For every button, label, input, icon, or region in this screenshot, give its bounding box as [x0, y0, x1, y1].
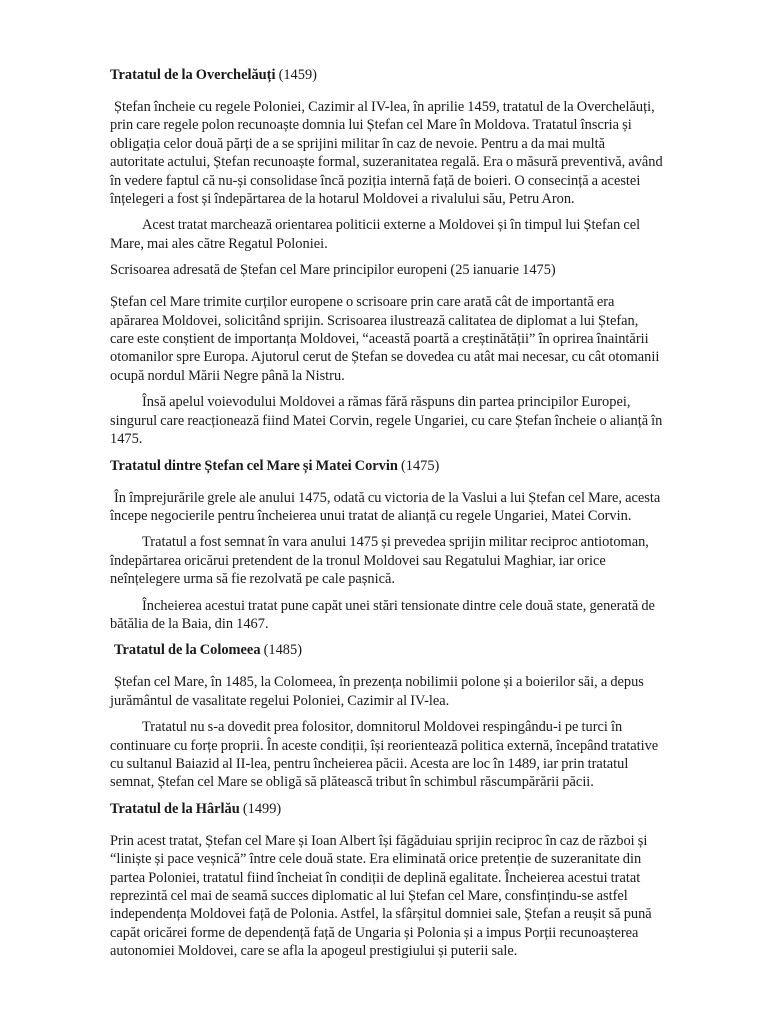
paragraph: [110, 98, 710, 208]
text-line: autonomiei Moldovei, care se afla la apogeul prestigiului și puterii sale.: [110, 943, 518, 960]
text-line: partea Poloniei, tratatul fiind încheiat în condiții de deplină egalitate. Încheierea acestui tratat: [110, 869, 641, 886]
text-line: Ștefan cel Mare trimite curților europene o scrisoare prin care arată cât de importantă era: [110, 294, 615, 311]
text-line: independența Moldovei față de Polonia. Astfel, la sfârșitul domniei sale, Ștefan a reușit să pună: [110, 906, 652, 923]
text-line: bătălia de la Baia, din 1467.: [110, 615, 269, 632]
section-title-year: (1499): [242, 800, 282, 817]
text-line: ocupă nordul Mării Negre până la Nistru.: [110, 367, 345, 384]
text-line: Însă apelul voievodului Moldovei a rămas fără răspuns din partea principilor Europei,: [142, 394, 631, 411]
text-line: În împrejurările grele ale anului 1475, odată cu victoria de la Vaslui a lui Ștefan cel Mare, acesta: [114, 489, 661, 506]
text-line: Ștefan cel Mare, în 1485, la Colomeea, în prezența nobilimii polone și a boierilor săi, a depus: [114, 674, 644, 691]
text-line: care este conștient de importanța Moldovei, “această poartă a creștinătății” în oprirea înaintării: [110, 331, 649, 348]
text-line: Prin acest tratat, Ștefan cel Mare și Ioan Albert își făgăduiau sprijin reciproc în caz de război și: [110, 832, 648, 849]
text-line: Ștefan încheie cu regele Poloniei, Cazimir al IV-lea, în aprilie 1459, tratatul de la Overchelăuți,: [114, 99, 655, 115]
text-line: otomanilor spre Europa. Ajutorul cerut de Ștefan se dovedea cu atât mai necesar, cu cât otomanii: [110, 349, 660, 366]
text-line: Încheierea acestui tratat pune capăt unei stări tensionate dintre cele două state, generată de: [142, 597, 655, 614]
section-title-bold: Tratatul de la Hârlău: [110, 800, 240, 817]
section-title-scrisoarea: [110, 261, 710, 280]
paragraph: [110, 832, 710, 961]
text-line: obligația celor două părți de a se sprijini militar în caz de nevoie. Pentru a da mai multă: [110, 135, 606, 152]
text-line: prin care regele polon recunoaște domnia lui Ștefan cel Mare în Moldova. Tratatul înscria și: [110, 117, 632, 134]
section-title-corvin: [110, 457, 710, 476]
text-line: apărarea Moldovei, solicitând sprijin. Scrisoarea ilustrează calitatea de diplomat a lui Ștefan,: [110, 312, 639, 329]
section-title-text: Scrisoarea adresată de Ștefan cel Mare principilor europeni (25 ianuarie 1475): [110, 262, 556, 279]
paragraph: [110, 718, 710, 792]
text-line: “liniște și pace veșnică” între cele două state. Era eliminată orice pretenție de suzeranitate din: [110, 851, 642, 868]
text-line: neînțelegere urma să fie rezolvată pe cale pașnică.: [110, 571, 395, 588]
text-line: autoritate actului, Ștefan recunoaște formal, suzeranitatea regală. Era o măsură preventivă, având: [110, 154, 663, 171]
section-title-harlau: [110, 800, 710, 819]
paragraph: [110, 533, 710, 588]
text-line: începe negocierile pentru încheierea unui tratat de alianță cu regele Ungariei, Matei Corvin.: [110, 507, 632, 524]
text-line: semnat, Ștefan cel Mare se obligă să plătească tribut în schimbul răscumpărării păcii.: [110, 774, 594, 791]
paragraph: [110, 293, 710, 385]
section-title-colomeea: [110, 641, 710, 660]
text-line: Tratatul a fost semnat în vara anului 1475 și prevedea sprijin militar reciproc antiotoman,: [142, 534, 649, 551]
text-line: în vedere faptul că nu-și consolidase încă poziția internă față de boieri. O consecință a acestei: [110, 172, 641, 189]
paragraph: [110, 216, 710, 253]
text-line: îndepărtarea oricărui pretendent de la tronul Moldovei sau Regatului Maghiar, iar orice: [110, 552, 606, 569]
text-line: jurământul de vasalitate regelui Poloniei, Cazimir al IV-lea.: [110, 692, 450, 709]
text-line: reprezintă cel mai de seamă succes diplomatic al lui Ștefan cel Mare, consfințindu-se astfel: [110, 888, 628, 904]
text-line: Acest tratat marchează orientarea politicii externe a Moldovei și în timpul lui Ștefan cel: [142, 217, 641, 234]
section-title-year: (1485): [263, 642, 302, 659]
section-title-year: (1475): [400, 457, 440, 474]
paragraph: [110, 597, 710, 634]
text-line: cu sultanul Baiazid al II-lea, pentru încheierea păcii. Acesta are loc în 1489, iar prin tratatul: [110, 755, 629, 772]
section-title-year: (1459): [278, 67, 317, 83]
paragraph: [110, 489, 710, 526]
text-line: Tratatul nu s-a dovedit prea folositor, domnitorul Moldovei respingându-i pe turci în: [142, 719, 623, 736]
text-line: înțelegeri a fost și îndepărtarea de la hotarul Moldovei a rivalului său, Petru Aron.: [110, 191, 575, 208]
section-title-bold: Tratatul de la Overchelăuți: [110, 67, 276, 83]
paragraph: [110, 393, 710, 448]
text-line: singurul care reacționează fiind Matei Corvin, regele Ungariei, cu care Ștefan încheie o alianță în: [110, 412, 663, 429]
text-line: capăt oricărei forme de dependență față de Ungaria și Polonia și a impus Porții recunoașterea: [110, 924, 639, 941]
section-title-bold: Tratatul dintre Ștefan cel Mare și Matei Corvin: [110, 457, 398, 474]
document-page: [110, 66, 710, 969]
section-title-overchelauti: [110, 66, 710, 85]
paragraph: [110, 673, 710, 710]
text-line: Mare, mai ales către Regatul Poloniei.: [110, 235, 328, 252]
text-line: continuare cu forțe proprii. În aceste condiții, își reorientează politica externă, începând tratative: [110, 737, 659, 754]
section-title-bold: Tratatul de la Colomeea: [114, 642, 261, 659]
text-line: 1475.: [110, 431, 143, 448]
